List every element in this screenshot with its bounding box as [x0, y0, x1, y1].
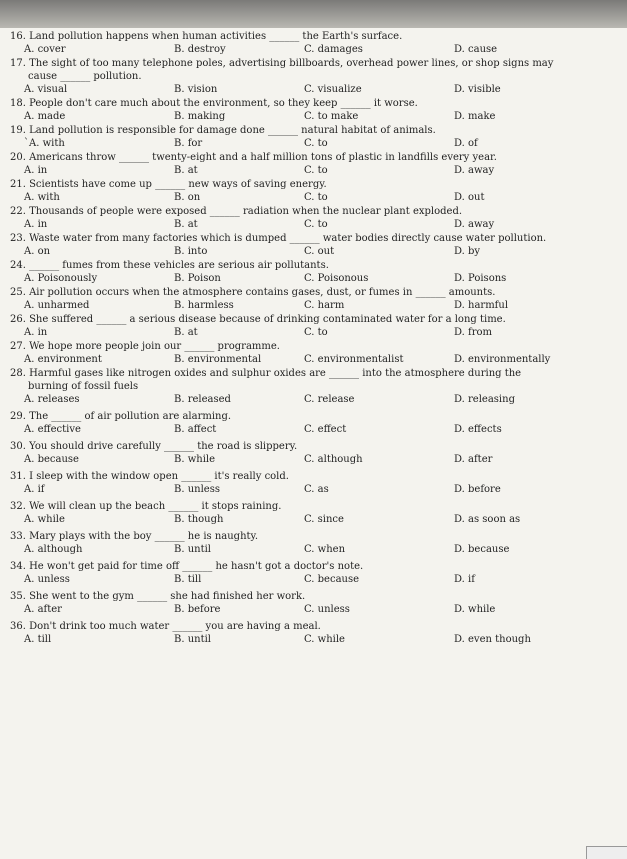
question-stem-continued: cause ______ pollution. — [28, 71, 142, 82]
answer-options — [10, 110, 620, 123]
answer-option: C. damages — [304, 44, 363, 55]
answer-option: D. out — [454, 192, 485, 203]
answer-option: D. after — [454, 454, 493, 465]
answer-options — [10, 43, 620, 56]
answer-option: A. in — [24, 165, 48, 176]
answer-option: A. made — [24, 111, 66, 122]
answer-options — [10, 543, 620, 556]
question-stem: 28. Harmful gases like nitrogen oxides and sulphur oxides are ______ into the atmosphere during the — [10, 368, 522, 379]
question-36 — [10, 620, 620, 646]
question-34 — [10, 560, 620, 586]
question-35 — [10, 590, 620, 616]
answer-option: D. of — [454, 138, 478, 149]
answer-option: B. making — [174, 111, 226, 122]
question-stem-continued: burning of fossil fuels — [28, 381, 139, 392]
answer-option: D. harmful — [454, 300, 509, 311]
answer-option: C. effect — [304, 424, 347, 435]
question-stem: 34. He won't get paid for time off ______ he hasn't got a doctor's note. — [10, 561, 364, 572]
answer-option: A. in — [24, 327, 48, 338]
answer-option: B. harmless — [174, 300, 234, 311]
answer-options — [10, 191, 620, 204]
answer-option: C. to make — [304, 111, 359, 122]
page-corner — [586, 846, 627, 859]
question-stem: 31. I sleep with the window open ______ it's really cold. — [10, 471, 289, 482]
answer-option: C. release — [304, 394, 355, 405]
answer-options — [10, 573, 620, 586]
answer-options — [10, 353, 620, 366]
answer-option: B. environmental — [174, 354, 262, 365]
question-20 — [10, 151, 620, 177]
answer-option: A. Poisonously — [24, 273, 98, 284]
answer-option: B. at — [174, 219, 198, 230]
question-stem: 22. Thousands of people were exposed ______ radiation when the nuclear plant exploded. — [10, 206, 463, 217]
answer-option: A. unless — [24, 574, 70, 585]
question-26 — [10, 313, 620, 339]
answer-option: B. into — [174, 246, 208, 257]
question-stem: 36. Don't drink too much water ______ you are having a meal. — [10, 621, 321, 632]
question-31 — [10, 470, 620, 496]
answer-option: D. away — [454, 165, 495, 176]
question-25 — [10, 286, 620, 312]
answer-option: B. for — [174, 138, 203, 149]
answer-option: B. though — [174, 514, 224, 525]
question-24 — [10, 259, 620, 285]
answer-option: A. till — [24, 634, 52, 645]
question-stem: 21. Scientists have come up ______ new ways of saving energy. — [10, 179, 327, 190]
answer-option: C. since — [304, 514, 344, 525]
answer-option: A. with — [24, 192, 60, 203]
answer-options — [10, 633, 620, 646]
answer-options — [10, 218, 620, 231]
question-28 — [10, 367, 620, 406]
question-18 — [10, 97, 620, 123]
answer-option: B. affect — [174, 424, 217, 435]
answer-option: B. before — [174, 604, 221, 615]
question-30 — [10, 440, 620, 466]
question-21 — [10, 178, 620, 204]
answer-options — [10, 272, 620, 285]
answer-option: A. because — [24, 454, 79, 465]
answer-option: A. environment — [24, 354, 102, 365]
question-stem: 32. We will clean up the beach ______ it stops raining. — [10, 501, 282, 512]
answer-option: B. released — [174, 394, 231, 405]
question-29 — [10, 410, 620, 436]
answer-option: C. out — [304, 246, 335, 257]
photo-top-edge — [0, 0, 627, 28]
answer-option: D. cause — [454, 44, 498, 55]
answer-option: A. although — [24, 544, 83, 555]
answer-option: D. if — [454, 574, 475, 585]
answer-option: C. because — [304, 574, 360, 585]
answer-option: D. from — [454, 327, 493, 338]
question-stem: 19. Land pollution is responsible for damage done ______ natural habitat of animals. — [10, 125, 436, 136]
answer-option: `A. with — [24, 138, 65, 149]
answer-option: B. Poison — [174, 273, 221, 284]
question-stem: 29. The ______ of air pollution are alarming. — [10, 411, 232, 422]
question-stem: 23. Waste water from many factories which is dumped ______ water bodies directly cause water pollution. — [10, 233, 547, 244]
answer-options — [10, 393, 620, 406]
answer-option: B. vision — [174, 84, 218, 95]
answer-option: B. until — [174, 544, 212, 555]
question-stem: 30. You should drive carefully ______ the road is slippery. — [10, 441, 298, 452]
question-stem: 25. Air pollution occurs when the atmosphere contains gases, dust, or fumes in ______ amounts. — [10, 287, 496, 298]
answer-option: A. cover — [24, 44, 66, 55]
answer-option: B. on — [174, 192, 201, 203]
answer-option: D. Poisons — [454, 273, 507, 284]
question-16 — [10, 30, 620, 56]
answer-option: C. environmentalist — [304, 354, 404, 365]
question-stem: 20. Americans throw ______ twenty-eight and a half million tons of plastic in landfills every year. — [10, 152, 497, 163]
answer-option: D. away — [454, 219, 495, 230]
answer-options — [10, 603, 620, 616]
question-stem: 27. We hope more people join our ______ programme. — [10, 341, 280, 352]
answer-option: C. although — [304, 454, 363, 465]
answer-option: D. even though — [454, 634, 531, 645]
answer-options — [10, 513, 620, 526]
question-33 — [10, 530, 620, 556]
answer-option: A. visual — [24, 84, 68, 95]
answer-options — [10, 326, 620, 339]
answer-option: C. to — [304, 192, 328, 203]
question-stem: 35. She went to the gym ______ she had finished her work. — [10, 591, 306, 602]
answer-options — [10, 453, 620, 466]
answer-option: A. on — [24, 246, 51, 257]
answer-option: D. as soon as — [454, 514, 521, 525]
answer-option: D. releasing — [454, 394, 515, 405]
answer-option: C. to — [304, 219, 328, 230]
answer-option: D. environmentally — [454, 354, 551, 365]
question-list — [10, 30, 620, 646]
question-23 — [10, 232, 620, 258]
question-17 — [10, 57, 620, 96]
answer-option: C. to — [304, 138, 328, 149]
answer-option: A. in — [24, 219, 48, 230]
answer-options — [10, 164, 620, 177]
question-stem: 24. ______ fumes from these vehicles are serious air pollutants. — [10, 260, 329, 271]
answer-option: B. until — [174, 634, 212, 645]
answer-option: D. by — [454, 246, 481, 257]
answer-option: D. visible — [454, 84, 501, 95]
answer-option: D. while — [454, 604, 496, 615]
answer-option: C. to — [304, 165, 328, 176]
answer-options — [10, 299, 620, 312]
answer-option: D. because — [454, 544, 510, 555]
answer-options — [10, 245, 620, 258]
answer-option: C. visualize — [304, 84, 362, 95]
answer-option: A. if — [24, 484, 45, 495]
answer-option: B. till — [174, 574, 202, 585]
answer-option: C. as — [304, 484, 329, 495]
question-27 — [10, 340, 620, 366]
question-stem: 26. She suffered ______ a serious disease because of drinking contaminated water for a long time. — [10, 314, 506, 325]
answer-options — [10, 423, 620, 436]
question-stem: 18. People don't care much about the environment, so they keep ______ it worse. — [10, 98, 418, 109]
answer-options — [10, 137, 620, 150]
answer-option: C. Poisonous — [304, 273, 369, 284]
question-stem: 17. The sight of too many telephone poles, advertising billboards, overhead power lines, or shop signs may — [10, 58, 554, 69]
answer-option: C. to — [304, 327, 328, 338]
answer-option: D. make — [454, 111, 496, 122]
answer-option: C. when — [304, 544, 346, 555]
answer-option: C. while — [304, 634, 345, 645]
answer-option: B. while — [174, 454, 216, 465]
answer-option: A. unharmed — [24, 300, 90, 311]
question-stem: 16. Land pollution happens when human activities ______ the Earth's surface. — [10, 31, 403, 42]
answer-option: D. effects — [454, 424, 502, 435]
answer-options — [10, 83, 620, 96]
question-22 — [10, 205, 620, 231]
question-19 — [10, 124, 620, 150]
answer-option: D. before — [454, 484, 501, 495]
answer-option: A. while — [24, 514, 65, 525]
answer-option: C. harm — [304, 300, 345, 311]
answer-options — [10, 483, 620, 496]
question-stem: 33. Mary plays with the boy ______ he is naughty. — [10, 531, 259, 542]
question-32 — [10, 500, 620, 526]
answer-option: B. unless — [174, 484, 220, 495]
answer-option: A. releases — [24, 394, 80, 405]
answer-option: A. after — [24, 604, 62, 615]
answer-option: A. effective — [24, 424, 81, 435]
answer-option: B. destroy — [174, 44, 226, 55]
answer-option: B. at — [174, 327, 198, 338]
answer-option: C. unless — [304, 604, 350, 615]
answer-option: B. at — [174, 165, 198, 176]
